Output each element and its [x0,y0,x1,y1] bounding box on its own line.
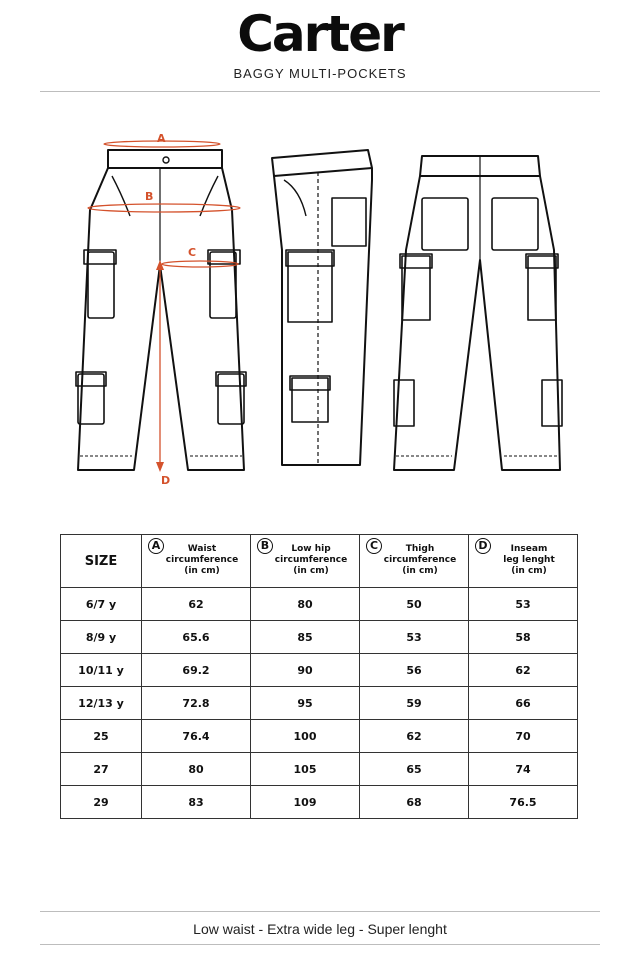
size-cell: 25 [61,720,142,753]
size-chart-table [60,534,578,819]
waist-cell: 65.6 [142,621,251,654]
low-hip-header-label: Low hip circumference (in cm) [274,544,348,576]
thigh-header-label: Thigh circumference (in cm) [383,544,457,576]
size-column-header: SIZE [61,535,142,588]
badge-a: A [148,538,164,554]
product-subtitle: BAGGY MULTI-POCKETS [233,66,407,81]
side-view [272,150,372,465]
thigh-cell: 53 [360,621,469,654]
thigh-cell: 59 [360,687,469,720]
label-b: B [145,190,154,203]
label-d: D [161,474,171,487]
low-hip-cell: 90 [251,654,360,687]
front-view [76,150,246,470]
back-view [394,156,562,470]
low-hip-cell: 100 [251,720,360,753]
footer-divider-top [40,911,600,912]
size-cell: 27 [61,753,142,786]
footer-tagline: Low waist - Extra wide leg - Super lenght [193,921,447,937]
low-hip-column-header [251,535,360,588]
waist-cell: 62 [142,588,251,621]
inseam-cell: 74 [469,753,578,786]
inseam-header-label: Inseam leg lenght (in cm) [503,544,555,576]
low-hip-cell: 105 [251,753,360,786]
inseam-cell: 62 [469,654,578,687]
pants-technical-drawing [60,120,580,500]
table-row [61,687,578,720]
table-row [61,654,578,687]
table-header-row [61,535,578,588]
inseam-cell: 58 [469,621,578,654]
inseam-cell: 70 [469,720,578,753]
size-cell: 10/11 y [61,654,142,687]
label-a: A [157,132,166,145]
table-row [61,753,578,786]
badge-b: B [257,538,273,554]
badge-d: D [475,538,491,554]
label-c: C [188,246,197,259]
badge-c: C [366,538,382,554]
size-cell: 6/7 y [61,588,142,621]
header-divider [40,91,600,92]
footer-divider-bottom [40,944,600,945]
waist-cell: 83 [142,786,251,819]
size-cell: 12/13 y [61,687,142,720]
low-hip-cell: 80 [251,588,360,621]
table-row [61,588,578,621]
table-row [61,720,578,753]
low-hip-cell: 85 [251,621,360,654]
brand-logo: Carter [237,5,403,63]
thigh-cell: 65 [360,753,469,786]
thigh-column-header [360,535,469,588]
size-cell: 8/9 y [61,621,142,654]
thigh-cell: 50 [360,588,469,621]
waist-cell: 80 [142,753,251,786]
table-row [61,621,578,654]
table-row [61,786,578,819]
low-hip-cell: 109 [251,786,360,819]
waist-header-label: Waist circumference (in cm) [165,544,239,576]
inseam-cell: 76.5 [469,786,578,819]
thigh-cell: 68 [360,786,469,819]
inseam-column-header [469,535,578,588]
waist-cell: 69.2 [142,654,251,687]
thigh-cell: 56 [360,654,469,687]
size-cell: 29 [61,786,142,819]
thigh-cell: 62 [360,720,469,753]
inseam-cell: 53 [469,588,578,621]
waist-column-header [142,535,251,588]
waist-cell: 72.8 [142,687,251,720]
waist-cell: 76.4 [142,720,251,753]
inseam-cell: 66 [469,687,578,720]
low-hip-cell: 95 [251,687,360,720]
